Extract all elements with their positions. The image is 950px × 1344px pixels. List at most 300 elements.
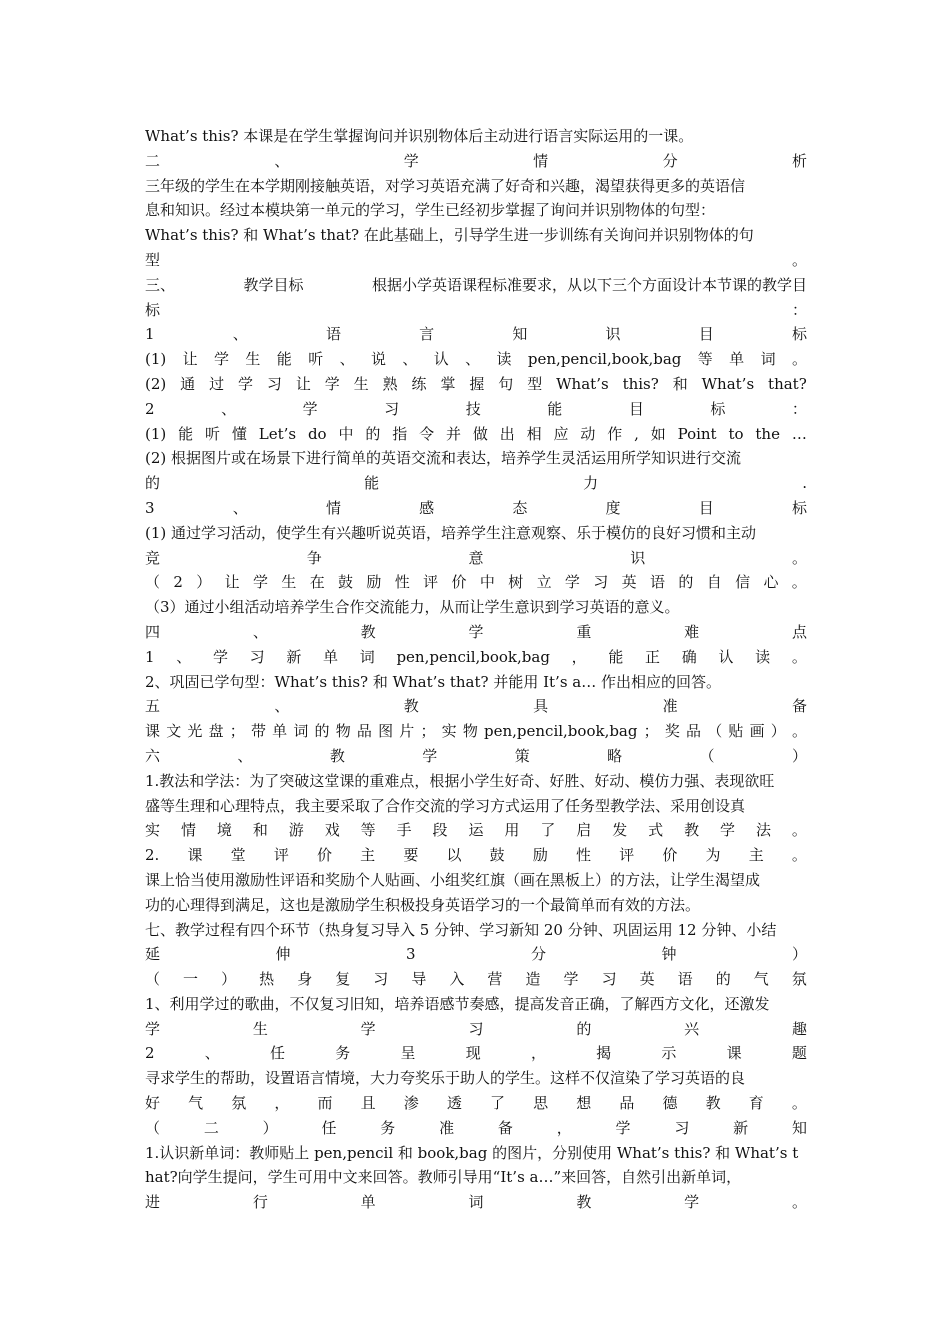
text-token: 目 <box>698 325 714 344</box>
text-token: 教 <box>360 622 376 641</box>
text-token: 光 <box>187 722 203 741</box>
text-token: ） <box>196 573 212 592</box>
text-token: 争 <box>306 548 322 567</box>
text-line <box>145 1091 807 1116</box>
text-token: 。 <box>791 250 807 269</box>
text-token: 听 <box>204 424 220 443</box>
text-token: 入 <box>449 970 465 989</box>
text-token: 3 <box>145 498 155 517</box>
text-token: 呈 <box>400 1044 416 1063</box>
text-token: 语 <box>677 970 693 989</box>
text-token: 、 <box>274 151 290 170</box>
text-token: 学 <box>360 1019 376 1038</box>
text-token: 动 <box>580 424 596 443</box>
text-token: 育 <box>748 1094 764 1113</box>
text-token: 习 <box>249 647 265 666</box>
text-token: 能 <box>276 350 292 369</box>
text-line <box>145 942 807 967</box>
text-line <box>145 372 807 397</box>
text-line <box>145 496 807 521</box>
text-token: 析 <box>791 151 807 170</box>
text-token: 任 <box>270 1044 286 1063</box>
text-token: 单 <box>729 350 745 369</box>
text-token: 鼓 <box>489 846 505 865</box>
text-token: 、 <box>402 350 418 369</box>
text-token: 了 <box>540 821 556 840</box>
text-token: 生 <box>353 374 369 393</box>
text-line <box>145 744 807 769</box>
text-token: 、 <box>237 746 253 765</box>
text-token: 评 <box>273 846 289 865</box>
text-token: Let’s <box>258 424 297 443</box>
text-token: 标 <box>145 300 161 319</box>
text-line: hat?向学生提问，学生可用中文来回答。教师引导用“It’s a…”来回答，自然引出新单词， <box>145 1168 742 1187</box>
text-token: 习 <box>601 970 617 989</box>
text-token: 渗 <box>403 1094 419 1113</box>
text-token: 英 <box>621 573 637 592</box>
text-token: 德 <box>662 1094 678 1113</box>
text-token: 识 <box>630 548 646 567</box>
text-token: ） <box>221 970 237 989</box>
text-token: 在 <box>309 573 325 592</box>
text-token: 延 <box>145 945 161 964</box>
text-token: 学 <box>422 746 438 765</box>
text-token: 语 <box>650 573 666 592</box>
text-token: 中 <box>479 573 495 592</box>
text-token: 过 <box>209 374 225 393</box>
text-token: (1) <box>145 350 167 369</box>
text-token: 揭 <box>596 1044 612 1063</box>
text-token: 英 <box>639 970 655 989</box>
text-token: 和 <box>672 374 688 393</box>
text-token: 励 <box>366 573 382 592</box>
text-token: 造 <box>525 970 541 989</box>
text-token: 手 <box>396 821 412 840</box>
text-token: 要 <box>403 846 419 865</box>
text-token: , <box>634 424 639 443</box>
text-token: 主 <box>748 846 764 865</box>
text-token: 分 <box>662 151 678 170</box>
text-token: 物 <box>335 722 351 741</box>
text-token: 思 <box>533 1094 549 1113</box>
text-token: 重 <box>576 622 592 641</box>
text-token: 树 <box>508 573 524 592</box>
text-token: 评 <box>423 573 439 592</box>
text-token: 课 <box>187 846 203 865</box>
text-token: pen,pencil,book,bag <box>527 350 682 369</box>
text-token: 情 <box>325 498 341 517</box>
text-token: 练 <box>411 374 427 393</box>
text-token: 式 <box>648 821 664 840</box>
text-token: 兴 <box>684 1019 700 1038</box>
text-token: ， <box>571 647 587 666</box>
text-token: ， <box>556 1118 572 1137</box>
text-token: 1 <box>145 647 155 666</box>
text-token: 六 <box>145 746 161 765</box>
text-token: 。 <box>791 647 807 666</box>
text-token: 、 <box>252 622 268 641</box>
text-token: 2 <box>173 573 183 592</box>
text-token: 难 <box>684 622 700 641</box>
text-token: 如 <box>650 424 666 443</box>
text-token: 学 <box>302 399 318 418</box>
text-token: 略 <box>607 746 623 765</box>
text-token: 。 <box>791 722 807 741</box>
text-token: 备 <box>791 697 807 716</box>
text-token: 评 <box>619 846 635 865</box>
text-token: 品 <box>356 722 372 741</box>
text-token: 目 <box>628 399 644 418</box>
text-token: 且 <box>360 1094 376 1113</box>
text-token: 带 <box>250 722 266 741</box>
text-token: 读 <box>496 350 512 369</box>
text-token: 的 <box>314 722 330 741</box>
text-line <box>145 843 807 868</box>
text-token: 课 <box>145 722 161 741</box>
text-line <box>145 397 807 422</box>
text-token: 识 <box>605 325 621 344</box>
text-token: 单 <box>323 647 339 666</box>
text-token: 教 <box>329 746 345 765</box>
text-token: 能 <box>178 424 194 443</box>
text-token: 用 <box>504 821 520 840</box>
text-token: 令 <box>419 424 435 443</box>
text-token: 具 <box>533 697 549 716</box>
text-line: What’s this? 本课是在学生掌握询问并识别物体后主动进行语言实际运用的一课。 <box>145 127 694 145</box>
text-token: 等 <box>360 821 376 840</box>
text-token: （ <box>145 970 161 989</box>
text-token: 读 <box>755 647 771 666</box>
text-token: 务 <box>335 1044 351 1063</box>
text-token: （ <box>707 722 723 741</box>
text-token: 度 <box>605 498 621 517</box>
text-token: 词 <box>760 350 776 369</box>
text-token: 学 <box>563 970 579 989</box>
text-token: 营 <box>487 970 503 989</box>
text-token: 句 <box>498 374 514 393</box>
text-token: 价 <box>451 573 467 592</box>
text-token: 图 <box>378 722 394 741</box>
text-token: 身 <box>297 970 313 989</box>
text-token: 掌 <box>440 374 456 393</box>
text-line <box>145 1041 807 1066</box>
text-token: 通 <box>180 374 196 393</box>
text-token: 性 <box>576 846 592 865</box>
text-line <box>145 471 807 496</box>
text-token: this? <box>622 374 659 393</box>
text-token: 认 <box>718 647 734 666</box>
text-token: 言 <box>419 325 435 344</box>
text-line <box>145 645 807 670</box>
text-line <box>145 149 807 174</box>
text-token: 学 <box>615 1118 631 1137</box>
text-token: 根据小学英语课程标准要求，从以下三个方面设计本节课的教学目 <box>371 275 807 294</box>
text-token: 指 <box>392 424 408 443</box>
text-token: pen,pencil,book,bag <box>396 647 550 666</box>
text-token: (1) <box>145 424 167 443</box>
text-token: 确 <box>681 647 697 666</box>
text-token: 词 <box>293 722 309 741</box>
text-token: 语 <box>325 325 341 344</box>
text-token: 戏 <box>324 821 340 840</box>
text-token: 导 <box>411 970 427 989</box>
text-line <box>145 248 807 273</box>
text-token: 3 <box>405 945 416 964</box>
text-line <box>145 620 807 645</box>
text-token: 氛 <box>791 970 807 989</box>
text-token: 和 <box>252 821 268 840</box>
text-token: 五 <box>145 697 161 716</box>
text-token: 。 <box>791 1094 807 1113</box>
text-token: 题 <box>791 1044 807 1063</box>
text-token: 为 <box>705 846 721 865</box>
text-line: 三年级的学生在本学期刚接触英语，对学习英语充满了好奇和兴趣，渴望获得更多的英语信 <box>145 176 746 195</box>
text-token: （ <box>699 746 715 765</box>
text-token: 标 <box>791 325 807 344</box>
text-token: 品 <box>619 1094 635 1113</box>
text-token: 1 <box>145 325 155 344</box>
text-token: 。 <box>791 846 807 865</box>
text-token: 应 <box>553 424 569 443</box>
text-token: 让 <box>224 573 240 592</box>
text-token: 教 <box>576 1193 592 1212</box>
text-token: 新 <box>733 1118 749 1137</box>
text-token: 价 <box>316 846 332 865</box>
text-token: 教 <box>684 821 700 840</box>
text-line: 寻求学生的帮助，设置语言情境，大力夸奖乐于助人的学生。这样不仅渲染了学习英语的良 <box>145 1069 746 1088</box>
text-token: 现 <box>465 1044 481 1063</box>
text-token: 习 <box>674 1118 690 1137</box>
text-token: 伸 <box>275 945 291 964</box>
text-token: 学 <box>720 821 736 840</box>
text-token: 、 <box>232 325 248 344</box>
text-line: 七、教学过程有四个环节（热身复习导入 5 分钟、学习新知 20 分钟、巩固运用 12 分钟、小结 <box>145 920 777 939</box>
text-line <box>145 347 807 372</box>
text-token: 等 <box>697 350 713 369</box>
text-token: 备 <box>497 1118 513 1137</box>
text-token: that? <box>768 374 807 393</box>
text-token: 趣 <box>791 1019 807 1038</box>
text-line: 息和知识。经过本模块第一单元的学习，学生已经初步掌握了询问并识别物体的句型： <box>145 201 716 220</box>
text-token: 标 <box>710 399 726 418</box>
text-line <box>145 322 807 347</box>
text-token: 让 <box>295 374 311 393</box>
text-token: 让 <box>182 350 198 369</box>
text-token: 准 <box>662 697 678 716</box>
text-token: 技 <box>465 399 481 418</box>
text-token: 意 <box>468 548 484 567</box>
text-token: 相 <box>526 424 542 443</box>
text-token: 知 <box>512 325 528 344</box>
text-line: 课上恰当使用激励性评语和奖励个人贴画、小组奖红旗（画在黑板上）的方法，让学生渴望成 <box>145 870 761 889</box>
text-token: 热 <box>259 970 275 989</box>
text-token: 务 <box>380 1118 396 1137</box>
text-token: 课 <box>726 1044 742 1063</box>
text-line: 功的心理得到满足，这也是激励学生积极投身英语学习的一个最简单而有效的方法。 <box>145 895 701 914</box>
text-token: 。 <box>791 548 807 567</box>
text-token: 学 <box>238 374 254 393</box>
text-token: （ <box>145 573 161 592</box>
text-token: 力 <box>583 474 599 493</box>
text-token: 行 <box>252 1193 268 1212</box>
text-token: 习 <box>384 399 400 418</box>
text-token: 的 <box>715 970 731 989</box>
text-token: 价 <box>662 846 678 865</box>
text-token: 三、 <box>145 275 176 294</box>
text-token: 进 <box>145 1193 161 1212</box>
text-line <box>145 422 807 447</box>
text-token: 四 <box>145 622 161 641</box>
text-token: 二 <box>203 1118 219 1137</box>
text-token: 型 <box>527 374 543 393</box>
text-token: 心 <box>763 573 779 592</box>
text-token: 好 <box>145 1094 161 1113</box>
text-token: 法 <box>755 821 771 840</box>
text-token: What’s <box>556 374 609 393</box>
text-token: 策 <box>514 746 530 765</box>
text-token: ； <box>643 722 659 741</box>
text-token: 信 <box>735 573 751 592</box>
text-token: 单 <box>360 1193 376 1212</box>
text-token: 生 <box>252 1019 268 1038</box>
text-token: 、 <box>339 350 355 369</box>
document-body <box>145 124 807 1215</box>
text-token: 。 <box>791 821 807 840</box>
text-token: 学 <box>214 350 230 369</box>
text-token: 习 <box>373 970 389 989</box>
text-token: 启 <box>576 821 592 840</box>
text-token: 学 <box>403 151 419 170</box>
text-token: 出 <box>499 424 515 443</box>
text-token: 教 <box>403 697 419 716</box>
text-token: Point <box>677 424 717 443</box>
text-token: 教学目标 <box>243 275 304 294</box>
text-token: 能 <box>364 474 380 493</box>
text-token: 听 <box>308 350 324 369</box>
text-token: 生 <box>281 573 297 592</box>
text-line: （3）通过小组活动培养学生合作交流能力，从而让学生意识到学习英语的意义。 <box>145 598 680 617</box>
text-token: 2. <box>145 846 160 865</box>
text-token: 能 <box>608 647 624 666</box>
text-token: 、 <box>204 1044 220 1063</box>
text-token: 学 <box>324 374 340 393</box>
text-token: 的 <box>576 1019 592 1038</box>
text-token: 、 <box>465 350 481 369</box>
text-line: 1、利用学过的歌曲，不仅复习旧知，培养语感节奏感，提高发音正确，了解西方文化，还激发 <box>145 994 770 1013</box>
text-token: 。 <box>791 1193 807 1212</box>
text-token: 习 <box>468 1019 484 1038</box>
text-line: 1.教法和学法：为了突破这堂课的重难点，根据小学生好奇、好胜、好动、模仿力强、表现欲旺 <box>145 771 775 790</box>
text-line <box>145 546 807 571</box>
text-line <box>145 1017 807 1042</box>
text-token: pen,pencil,book,bag <box>484 722 638 741</box>
text-token: 习 <box>266 374 282 393</box>
text-token: 想 <box>576 1094 592 1113</box>
text-line <box>145 818 807 843</box>
text-token: ， <box>274 1094 290 1113</box>
text-token: ： <box>791 399 807 418</box>
text-token: What’s <box>701 374 755 393</box>
text-token: 并 <box>445 424 461 443</box>
text-token: 学 <box>684 1193 700 1212</box>
text-token: 、 <box>221 399 237 418</box>
text-line <box>145 570 807 595</box>
text-token: 运 <box>468 821 484 840</box>
text-token: 。 <box>791 350 807 369</box>
text-token: 竞 <box>145 548 161 567</box>
text-token: 型 <box>145 250 161 269</box>
text-token: 性 <box>394 573 410 592</box>
text-token: 、 <box>176 647 192 666</box>
text-token: 氛 <box>231 1094 247 1113</box>
text-token: 正 <box>645 647 661 666</box>
text-token: 、 <box>232 498 248 517</box>
text-token: 、 <box>274 697 290 716</box>
text-token: 习 <box>593 573 609 592</box>
text-token: 学 <box>252 573 268 592</box>
text-token: 文 <box>166 722 182 741</box>
text-token: 境 <box>216 821 232 840</box>
text-token: (2) <box>145 374 167 393</box>
text-token: 主 <box>360 846 376 865</box>
text-token: 中 <box>338 424 354 443</box>
text-token: 作 <box>607 424 623 443</box>
text-token: … <box>791 424 807 443</box>
text-token: 透 <box>446 1094 462 1113</box>
text-token: 钟 <box>661 945 677 964</box>
text-token: 画 <box>749 722 765 741</box>
text-token: 做 <box>472 424 488 443</box>
text-token: 的 <box>365 424 381 443</box>
text-token: 熟 <box>382 374 398 393</box>
text-token: 认 <box>433 350 449 369</box>
text-token: 气 <box>753 970 769 989</box>
text-token: 了 <box>490 1094 506 1113</box>
text-token: 知 <box>791 1118 807 1137</box>
text-token: 握 <box>469 374 485 393</box>
text-token: 物 <box>462 722 478 741</box>
text-token: 段 <box>432 821 448 840</box>
text-token: 情 <box>533 151 549 170</box>
text-token: 奖 <box>664 722 680 741</box>
text-token: 而 <box>317 1094 333 1113</box>
text-token: 贴 <box>728 722 744 741</box>
text-token: 词 <box>468 1193 484 1212</box>
text-line: What’s this? 和 What’s that? 在此基础上，引导学生进一步训练有关询问并识别物体的句 <box>145 226 754 245</box>
text-token: 学 <box>212 647 228 666</box>
text-token: ， <box>530 1044 546 1063</box>
text-line <box>145 1190 807 1215</box>
text-line: (1) 通过学习活动，使学生有兴趣听说英语，培养学生注意观察、乐于模仿的良好习惯和主动 <box>145 523 757 542</box>
text-token: 感 <box>419 498 435 517</box>
text-line: (2) 根据图片或在场景下进行简单的英语交流和表达，培养学生灵活运用所学知识进行交流 <box>145 449 742 468</box>
text-line <box>145 694 807 719</box>
text-token: 词 <box>359 647 375 666</box>
text-token: 游 <box>288 821 304 840</box>
text-line <box>145 719 807 744</box>
text-token: 情 <box>180 821 196 840</box>
text-token: 单 <box>272 722 288 741</box>
text-token: 学 <box>564 573 580 592</box>
text-token: 的 <box>145 474 161 493</box>
text-token: 学 <box>145 1019 161 1038</box>
text-token: 鼓 <box>338 573 354 592</box>
text-token: . <box>802 474 807 493</box>
text-token: 复 <box>335 970 351 989</box>
text-token: 任 <box>321 1118 337 1137</box>
text-token: 的 <box>678 573 694 592</box>
text-token: 。 <box>791 573 807 592</box>
